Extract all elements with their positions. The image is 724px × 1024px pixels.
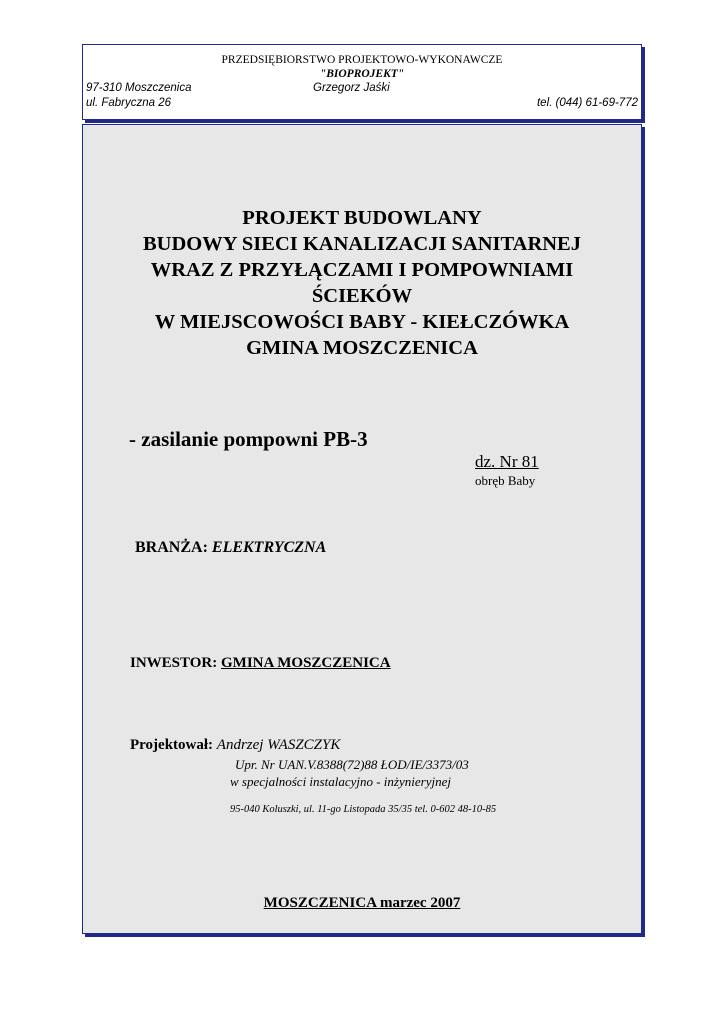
- title-line: W MIEJSCOWOŚCI BABY - KIEŁCZÓWKA: [154, 311, 570, 333]
- investor-label: INWESTOR:: [130, 655, 218, 671]
- footer-text: MOSZCZENICA marzec 2007: [263, 895, 461, 911]
- designer-license: Upr. Nr UAN.V.8388(72)88 ŁOD/IE/3373/03: [235, 757, 469, 772]
- company-phone: tel. (044) 61-69-772: [536, 97, 638, 109]
- designer-label: Projektował:: [130, 737, 214, 753]
- designer-name: Andrzej WASZCZYK: [216, 737, 341, 753]
- title-line: PROJEKT BUDOWLANY: [242, 207, 482, 229]
- title-line: ŚCIEKÓW: [311, 285, 413, 307]
- designer-specialty: w specjalności instalacyjno - inżynieryjnej: [230, 774, 451, 789]
- company-street: ul. Fabryczna 26: [86, 97, 172, 109]
- footer-place-date: [83, 895, 641, 912]
- company-name: "BIOPROJEKT": [319, 68, 405, 80]
- company-city: 97-310 Moszczenica: [86, 82, 192, 94]
- investor-line: [130, 655, 391, 672]
- designer-address: 95-040 Koluszki, ul. 11-go Listopada 35/35 tel. 0-602 48-10-85: [230, 804, 497, 815]
- project-title: [83, 205, 641, 361]
- title-line: BUDOWY SIECI KANALIZACJI SANITARNEJ: [143, 233, 581, 255]
- company-owner: Grzegorz Jaśki: [313, 82, 390, 94]
- company-type: PRZEDSIĘBIORSTWO PROJEKTOWO-WYKONAWCZE: [221, 54, 503, 66]
- investor-value: GMINA MOSZCZENICA: [221, 655, 391, 671]
- plot-area: obręb Baby: [475, 473, 536, 488]
- project-subtitle: - zasilanie pompowni PB-3: [129, 427, 368, 451]
- branch-line: [135, 539, 326, 557]
- header-box: [82, 44, 642, 120]
- plot-number: dz. Nr 81: [475, 452, 539, 471]
- title-line: GMINA MOSZCZENICA: [246, 337, 478, 359]
- branch-label: BRANŻA:: [135, 539, 208, 556]
- title-page-box: [82, 124, 642, 934]
- title-line: WRAZ Z PRZYŁĄCZAMI I POMPOWNIAMI: [150, 259, 574, 281]
- designer-line: [130, 737, 340, 754]
- branch-value: ELEKTRYCZNA: [211, 539, 327, 556]
